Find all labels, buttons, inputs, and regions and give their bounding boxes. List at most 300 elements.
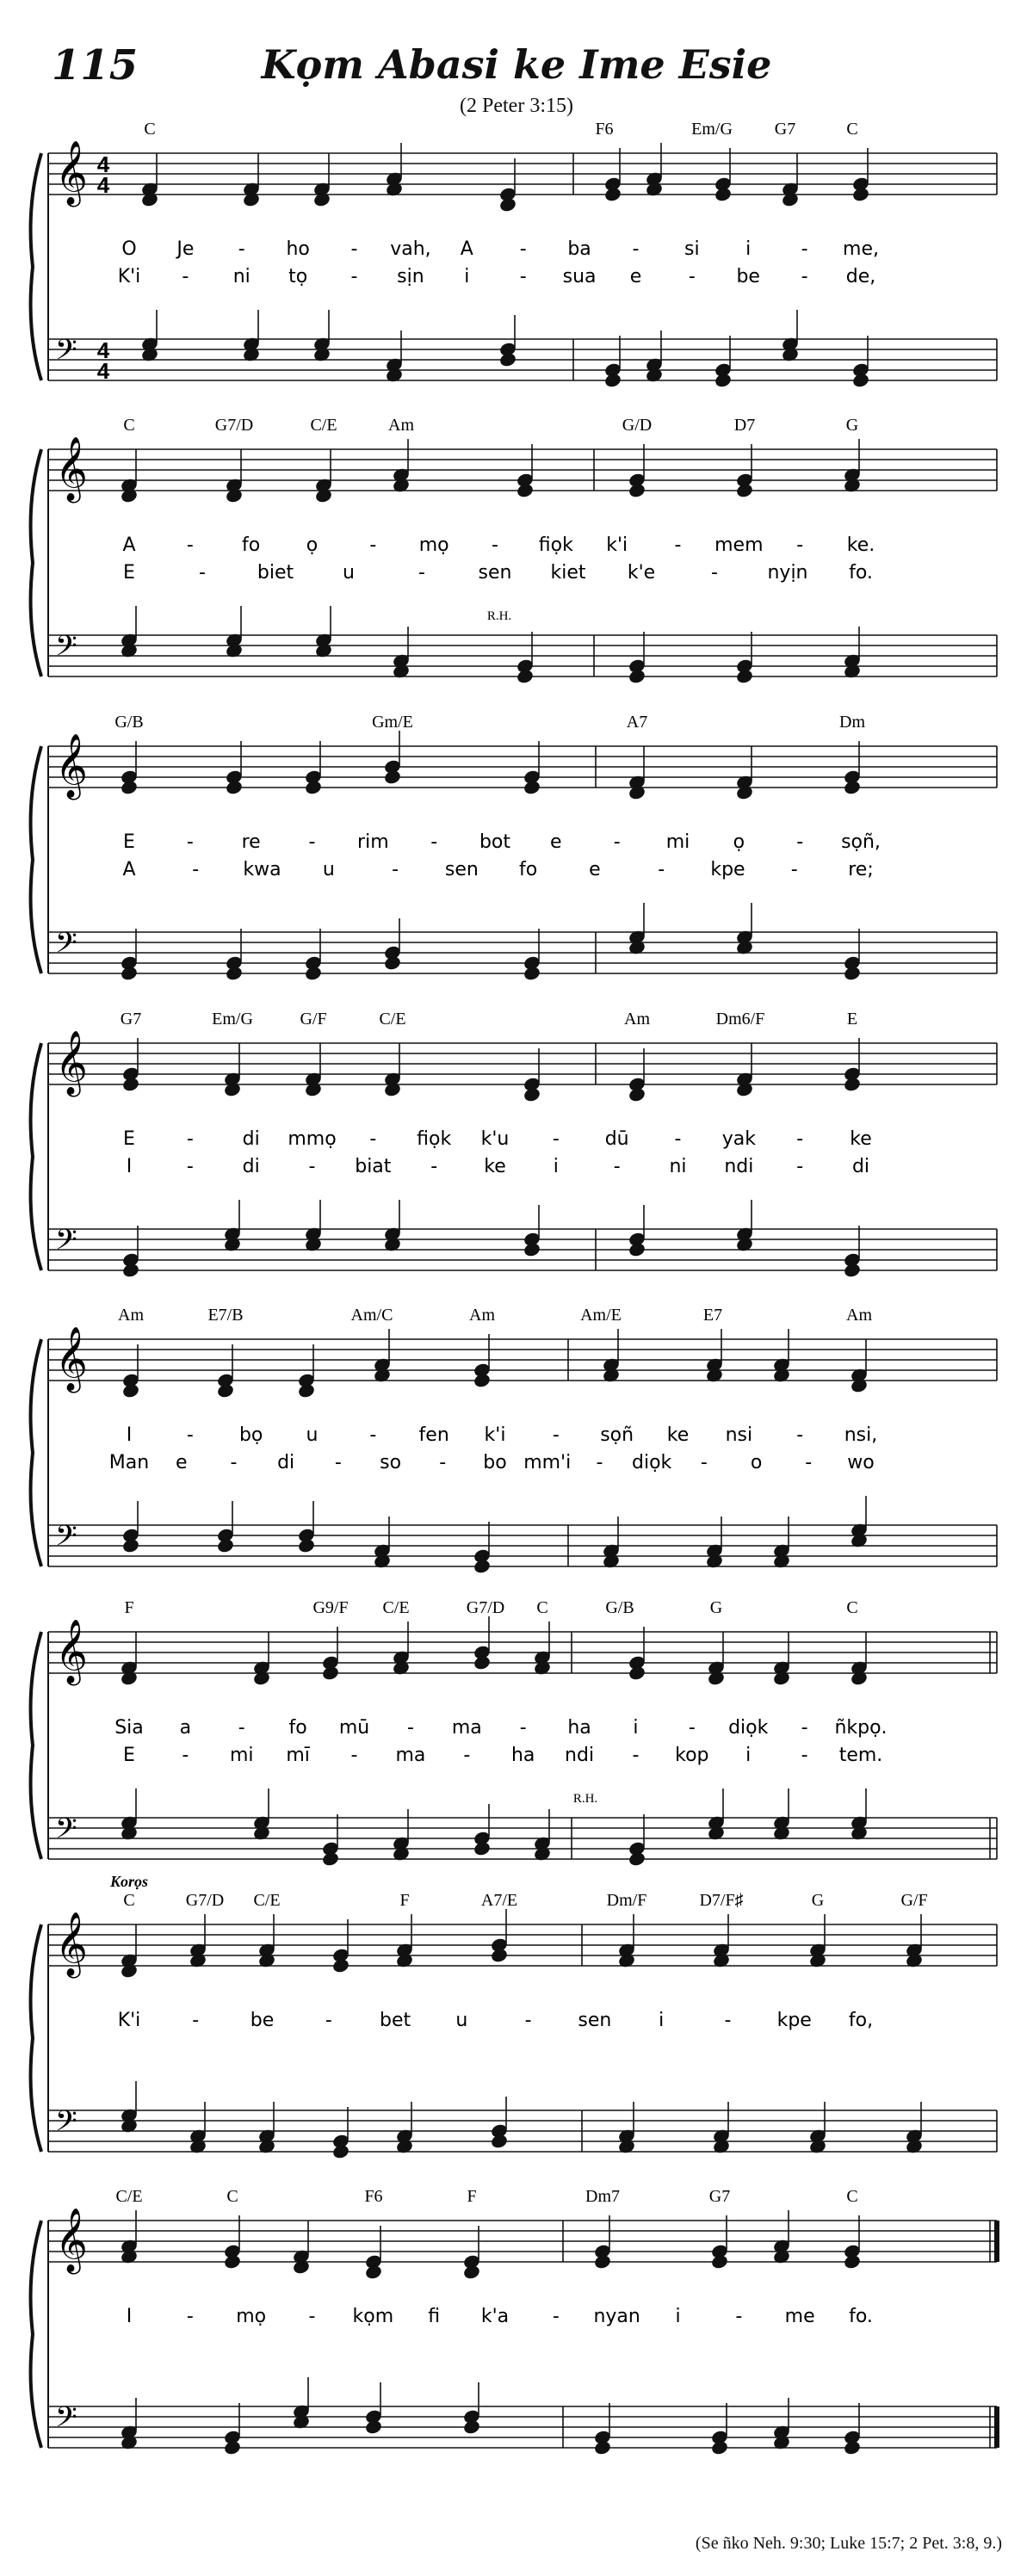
treble-note — [843, 779, 862, 795]
lyric-syllable: ba — [567, 238, 591, 260]
treble-note — [297, 1382, 316, 1399]
treble-note — [498, 196, 517, 213]
lyric-syllable: e — [629, 266, 642, 287]
bass-clef-icon: 𝄢 — [55, 334, 77, 374]
system-3 — [31, 713, 997, 982]
lyric-syllable: i — [553, 1156, 559, 1177]
lyric-syllable: kọm — [352, 2306, 394, 2327]
lyric-syllable: Man — [108, 1452, 150, 1473]
lyric-syllable: - — [801, 1717, 808, 1739]
bass-clef-icon: 𝄢 — [55, 927, 77, 967]
bass-note — [121, 1262, 140, 1278]
system-1 — [31, 120, 997, 389]
chord-symbol: G7/D — [466, 1598, 505, 1617]
lyric-syllable: u — [306, 1424, 319, 1446]
chord-symbol: Dm7 — [585, 2187, 620, 2206]
chord-symbol: Gm/E — [372, 713, 413, 732]
lyric-syllable: k'a — [480, 2306, 510, 2327]
hymn-number: 115 — [52, 41, 139, 90]
scripture-reference: (2 Peter 3:15) — [460, 95, 573, 117]
lyric-syllable: re — [241, 831, 261, 853]
chord-symbol: Em/G — [691, 120, 733, 139]
lyric-syllable: - — [711, 562, 718, 584]
system-brace — [31, 1924, 41, 2152]
lyric-syllable: I — [126, 1156, 133, 1177]
lyric-syllable: - — [369, 1128, 377, 1150]
lyric-syllable: mọ — [418, 534, 449, 556]
system-brace — [31, 1339, 41, 1566]
lyric-syllable: - — [805, 1452, 813, 1473]
lyric-syllable: ni — [232, 266, 251, 287]
lyric-syllable: - — [430, 1156, 438, 1177]
treble-note — [603, 186, 622, 202]
lyric-syllable: - — [182, 266, 189, 287]
lyric-syllable: - — [552, 1424, 560, 1446]
treble-note — [628, 1665, 646, 1681]
lyric-syllable: mm'i — [523, 1452, 572, 1473]
system-brace — [31, 1632, 41, 1859]
bass-note — [843, 2439, 862, 2456]
treble-note — [216, 1382, 235, 1399]
chord-symbol: C/E — [115, 2187, 143, 2206]
lyric-syllable: - — [192, 2010, 200, 2031]
lyric-syllable: - — [688, 1717, 696, 1739]
lyric-syllable: rim — [357, 831, 389, 853]
lyric-syllable: bo — [483, 1452, 507, 1473]
lyric-syllable: nyịn — [767, 562, 808, 584]
lyric-syllable: fo — [288, 1717, 307, 1739]
lyric-syllable: mi — [665, 831, 690, 853]
lyric-syllable: - — [801, 266, 808, 287]
lyric-syllable: - — [186, 1424, 194, 1446]
lyric-syllable: di — [277, 1452, 295, 1473]
system-brace — [31, 746, 41, 973]
lyric-syllable: di — [242, 1128, 260, 1150]
lyric-syllable: k'e — [627, 562, 656, 584]
lyric-syllable: - — [308, 1156, 316, 1177]
lyric-syllable: - — [492, 534, 498, 556]
chord-symbol: Dm/F — [606, 1891, 647, 1910]
lyric-syllable: - — [790, 859, 798, 880]
bass-note — [121, 1537, 140, 1554]
lyric-syllable: mem — [714, 534, 764, 556]
lyric-syllable: - — [439, 1452, 447, 1473]
lyric-syllable: fo. — [849, 562, 873, 584]
bass-note — [120, 965, 139, 981]
lyric-syllable: - — [796, 831, 804, 853]
lyric-syllable: - — [801, 238, 808, 260]
chord-symbol: E7 — [702, 1306, 723, 1325]
lyric-syllable: - — [186, 534, 194, 556]
chord-symbol: F6 — [595, 120, 614, 139]
bass-note — [490, 2133, 509, 2149]
lyric-syllable: bet — [380, 2010, 411, 2031]
system-brace — [31, 2221, 41, 2448]
chord-symbol: Dm — [839, 713, 865, 732]
lyric-syllable: - — [519, 1717, 527, 1739]
lyric-syllable: - — [369, 1424, 377, 1446]
system-2 — [31, 416, 997, 685]
treble-note — [120, 779, 139, 795]
lyric-syllable: - — [430, 831, 438, 853]
lyric-syllable: I — [126, 1424, 133, 1446]
lyric-syllable: ndi — [565, 1745, 595, 1766]
bass-note — [473, 1840, 492, 1856]
treble-note — [523, 1086, 541, 1103]
lyric-syllable: wo — [847, 1452, 875, 1473]
chord-symbol: G — [709, 1598, 723, 1617]
lyric-syllable: - — [182, 1745, 189, 1766]
lyric-syllable: ọ — [733, 831, 745, 853]
chord-symbol: D7 — [733, 416, 756, 435]
bass-clef-icon: 𝄢 — [55, 1224, 77, 1263]
bass-note — [473, 1558, 492, 1574]
chord-symbol: C — [144, 120, 156, 139]
lyric-syllable: k'i — [606, 534, 628, 556]
lyric-syllable: me — [784, 2306, 815, 2327]
lyric-syllable: i — [745, 238, 752, 260]
lyric-syllable: - — [632, 1745, 640, 1766]
treble-note — [523, 779, 541, 795]
lyric-syllable: i — [675, 2306, 681, 2327]
lyric-syllable: Sia — [114, 1717, 144, 1739]
lyric-syllable: i — [745, 1745, 752, 1766]
lyric-syllable: be — [736, 266, 760, 287]
lyric-syllable: fo, — [848, 2010, 874, 2031]
lyric-syllable: - — [230, 1452, 238, 1473]
chord-symbol: C/E — [379, 1010, 406, 1029]
treble-clef-icon: 𝄞 — [55, 734, 88, 798]
bass-note — [498, 351, 517, 368]
chord-symbol: G — [845, 416, 859, 435]
lyric-syllable: bot — [479, 831, 511, 853]
lyric-syllable: i — [464, 266, 470, 287]
chord-symbol: Am/E — [580, 1306, 622, 1325]
lyric-syllable: k'u — [480, 1128, 510, 1150]
bass-note — [851, 372, 870, 388]
lyric-syllable: di — [851, 1156, 870, 1177]
chord-symbol: C — [846, 120, 858, 139]
lyric-syllable: - — [632, 238, 640, 260]
footer-references: (Se ñko Neh. 9:30; Luke 15:7; 2 Pet. 3:8, 9.) — [695, 2534, 1002, 2553]
chord-symbol: E — [846, 1010, 858, 1029]
lyric-syllable: - — [552, 2306, 560, 2327]
lyric-syllable: - — [418, 562, 425, 584]
chord-symbol: G7/D — [214, 416, 254, 435]
lyric-syllable: diọk — [728, 1717, 769, 1739]
chord-symbol: Am — [846, 1306, 872, 1325]
lyric-syllable: kpe — [776, 2010, 812, 2031]
lyric-syllable: fo — [519, 859, 538, 880]
treble-note — [735, 482, 754, 498]
lyric-syllable: - — [350, 238, 358, 260]
chord-symbol: C/E — [310, 416, 337, 435]
chord-symbol: Am — [118, 1306, 144, 1325]
lyric-syllable: E — [123, 831, 135, 853]
lyric-syllable: sua — [562, 266, 597, 287]
treble-clef-icon: 𝄞 — [55, 1327, 88, 1391]
lyric-syllable: - — [406, 1717, 414, 1739]
lyric-syllable: k'i — [484, 1424, 506, 1446]
lyric-syllable: - — [674, 1128, 682, 1150]
lyric-syllable: - — [613, 1156, 621, 1177]
lyric-syllable: - — [392, 859, 399, 880]
treble-note — [321, 1665, 340, 1681]
treble-clef-icon: 𝄞 — [55, 1912, 88, 1976]
chord-symbol: C/E — [253, 1891, 281, 1910]
lyric-syllable: - — [325, 2010, 332, 2031]
time-signature-bottom: 4 — [96, 172, 110, 198]
lyric-syllable: sen — [444, 859, 479, 880]
treble-note — [710, 2253, 729, 2270]
lyric-syllable: so — [380, 1452, 402, 1473]
chorus-label: Korọs — [109, 1873, 149, 1890]
lyric-syllable: E — [123, 562, 135, 584]
lyric-syllable: sịn — [397, 266, 424, 287]
lyric-syllable: mī — [286, 1745, 310, 1766]
right-hand-marking: R.H. — [572, 1792, 598, 1806]
lyric-syllable: - — [524, 2010, 532, 2031]
lyric-syllable: - — [552, 1128, 560, 1150]
lyric-syllable: fen — [418, 1424, 449, 1446]
chord-symbol: F — [399, 1891, 410, 1910]
lyric-syllable: - — [308, 831, 316, 853]
lyric-syllable: - — [700, 1452, 708, 1473]
bass-note — [523, 1241, 541, 1257]
lyric-syllable: be — [250, 2010, 275, 2031]
system-brace — [31, 153, 41, 380]
lyric-syllable: A — [122, 534, 136, 556]
treble-clef-icon: 𝄞 — [55, 2208, 88, 2272]
lyric-syllable: - — [186, 831, 194, 853]
bass-note — [628, 1241, 646, 1257]
lyric-syllable: - — [796, 534, 804, 556]
lyric-syllable: ma — [395, 1745, 426, 1766]
lyric-syllable: mi — [229, 1745, 254, 1766]
system-6 — [31, 1598, 997, 1868]
lyric-syllable: K'i — [117, 2010, 141, 2031]
lyric-syllable: - — [796, 1424, 804, 1446]
lyric-syllable: nsi, — [844, 1424, 878, 1446]
lyric-syllable: ni — [669, 1156, 687, 1177]
lyric-syllable: A — [122, 859, 136, 880]
bass-clef-icon: 𝄢 — [55, 1520, 77, 1560]
lyric-syllable: fi — [428, 2306, 441, 2327]
lyric-syllable: - — [350, 266, 358, 287]
chord-symbol: Em/G — [212, 1010, 253, 1029]
lyric-syllable: e — [589, 859, 601, 880]
lyric-syllable: - — [186, 1156, 194, 1177]
lyric-syllable: yak — [721, 1128, 756, 1150]
bass-note — [225, 965, 244, 981]
treble-note — [225, 779, 244, 795]
chord-symbol: F — [124, 1598, 134, 1617]
lyric-syllable: ma — [451, 1717, 482, 1739]
lyric-syllable: kpe — [710, 859, 745, 880]
lyric-syllable: - — [350, 1745, 358, 1766]
treble-note — [628, 482, 646, 498]
lyric-syllable: a — [179, 1717, 192, 1739]
lyric-syllable: - — [238, 238, 245, 260]
system-7 — [31, 1873, 997, 2160]
chord-symbol: C — [226, 2187, 238, 2206]
chord-symbol: C — [123, 1891, 135, 1910]
lyric-syllable: me, — [843, 238, 879, 260]
lyric-syllable: mmọ — [288, 1128, 337, 1150]
chord-symbol: G/B — [114, 713, 144, 732]
chord-symbol: Am — [469, 1306, 495, 1325]
lyric-syllable: tem. — [838, 1745, 883, 1766]
lyric-syllable: ke — [850, 1128, 872, 1150]
lyric-syllable: - — [519, 266, 527, 287]
chord-symbol: Am/C — [350, 1306, 393, 1325]
treble-note — [593, 2253, 612, 2270]
bass-note — [735, 668, 754, 684]
lyric-syllable: fo — [242, 534, 261, 556]
lyric-syllable: - — [796, 1128, 804, 1150]
lyric-syllable: mọ — [236, 2306, 267, 2327]
lyric-syllable: - — [199, 562, 206, 584]
time-signature-top: 4 — [96, 151, 110, 177]
lyric-syllable: - — [334, 1452, 342, 1473]
lyric-syllable: nyan — [593, 2306, 640, 2327]
chord-symbol: G7/D — [185, 1891, 225, 1910]
treble-clef-icon: 𝄞 — [55, 437, 88, 501]
lyric-syllable: - — [596, 1452, 603, 1473]
treble-note — [714, 186, 733, 202]
lyric-syllable: sọñ, — [841, 831, 881, 853]
lyric-syllable: I — [126, 2306, 133, 2327]
bass-note — [628, 1850, 646, 1867]
treble-note — [473, 1372, 492, 1388]
lyric-syllable: - — [724, 2010, 732, 2031]
treble-note — [843, 2253, 862, 2270]
bass-note — [714, 372, 733, 388]
lyric-syllable: u — [343, 562, 355, 584]
chord-symbol: F — [467, 2187, 477, 2206]
bass-note — [628, 668, 646, 684]
bass-note — [364, 2418, 383, 2435]
system-brace — [31, 449, 41, 676]
treble-note — [516, 482, 535, 498]
lyric-syllable: e — [175, 1452, 188, 1473]
bass-clef-icon: 𝄢 — [55, 1813, 77, 1852]
lyric-syllable: ke. — [846, 534, 875, 556]
treble-note — [628, 1086, 646, 1103]
chord-symbol: G7 — [774, 120, 796, 139]
lyric-syllable: ha — [567, 1717, 591, 1739]
lyric-syllable: - — [613, 831, 621, 853]
bass-note — [843, 965, 862, 981]
lyric-syllable: A — [460, 238, 473, 260]
treble-note — [383, 769, 402, 785]
lyric-syllable: - — [519, 238, 527, 260]
chord-symbol: C — [536, 1598, 548, 1617]
chord-symbol: D7/F♯ — [699, 1891, 744, 1910]
treble-note — [121, 1382, 140, 1399]
treble-note — [331, 1957, 350, 1974]
lyric-syllable: re; — [848, 859, 874, 880]
system-5 — [31, 1306, 997, 1575]
time-signature-top: 4 — [96, 337, 110, 363]
lyric-syllable: sen — [478, 562, 512, 584]
lyric-syllable: tọ — [288, 266, 308, 287]
lyric-syllable: u — [322, 859, 335, 880]
bass-note — [593, 2439, 612, 2456]
treble-note — [364, 2264, 383, 2280]
bass-note — [297, 1537, 316, 1554]
lyric-syllable: dū — [604, 1128, 629, 1150]
treble-clef-icon: 𝄞 — [55, 1620, 88, 1683]
lyric-syllable: - — [192, 859, 200, 880]
chord-symbol: F6 — [364, 2187, 383, 2206]
lyric-syllable: si — [684, 238, 700, 260]
lyric-syllable: E — [123, 1128, 135, 1150]
lyric-syllable: u — [455, 2010, 468, 2031]
lyric-syllable: - — [186, 1128, 194, 1150]
lyric-syllable: ke — [484, 1156, 506, 1177]
lyric-syllable: e — [550, 831, 562, 853]
lyric-syllable: sen — [578, 2010, 612, 2031]
bass-note — [603, 372, 622, 388]
chord-symbol: G7 — [120, 1010, 142, 1029]
lyric-syllable: vah, — [390, 238, 431, 260]
lyric-syllable: - — [369, 534, 377, 556]
lyric-syllable: - — [308, 2306, 316, 2327]
chord-symbol: G/B — [605, 1598, 634, 1617]
lyric-syllable: - — [796, 1156, 804, 1177]
system-8 — [31, 2187, 997, 2456]
bass-note — [223, 2439, 242, 2456]
hymn-title: Kọm Abasi ke Ime Esie — [261, 41, 772, 88]
lyric-syllable: biat — [355, 1156, 392, 1177]
bass-note — [523, 965, 541, 981]
lyric-syllable: kwa — [243, 859, 281, 880]
bass-note — [331, 2143, 350, 2159]
chord-symbol: G/F — [300, 1010, 327, 1029]
lyric-syllable: sọñ — [600, 1424, 634, 1446]
lyric-syllable: kop — [675, 1745, 709, 1766]
bass-clef-icon: 𝄢 — [55, 2105, 77, 2145]
lyric-syllable: - — [463, 1745, 471, 1766]
chord-symbol: E7/B — [207, 1306, 244, 1325]
lyric-syllable: biet — [257, 562, 294, 584]
lyric-syllable: ke — [666, 1424, 690, 1446]
lyric-syllable: i — [659, 2010, 665, 2031]
lyric-syllable: i — [633, 1717, 639, 1739]
lyric-syllable: ndi — [724, 1156, 754, 1177]
treble-clef-icon: 𝄞 — [55, 141, 88, 205]
treble-note — [462, 2264, 481, 2280]
lyric-syllable: de, — [845, 266, 876, 287]
right-hand-marking: R.H. — [486, 609, 512, 623]
chord-symbol: C — [123, 416, 135, 435]
bass-note — [304, 965, 323, 981]
lyric-syllable: - — [186, 2306, 194, 2327]
lyric-syllable: fiọk — [538, 534, 573, 556]
chord-symbol: G/F — [900, 1891, 928, 1910]
chord-symbol: A7/E — [480, 1891, 518, 1910]
lyric-syllable: diọk — [632, 1452, 672, 1473]
bass-note — [843, 1262, 862, 1278]
system-4 — [31, 1010, 997, 1279]
lyric-syllable: - — [735, 2306, 743, 2327]
bass-note — [462, 2418, 481, 2435]
lyric-syllable: - — [688, 266, 696, 287]
lyric-syllable: ọ — [306, 534, 319, 556]
lyric-syllable: - — [658, 859, 665, 880]
chord-symbol: A7 — [626, 713, 648, 732]
